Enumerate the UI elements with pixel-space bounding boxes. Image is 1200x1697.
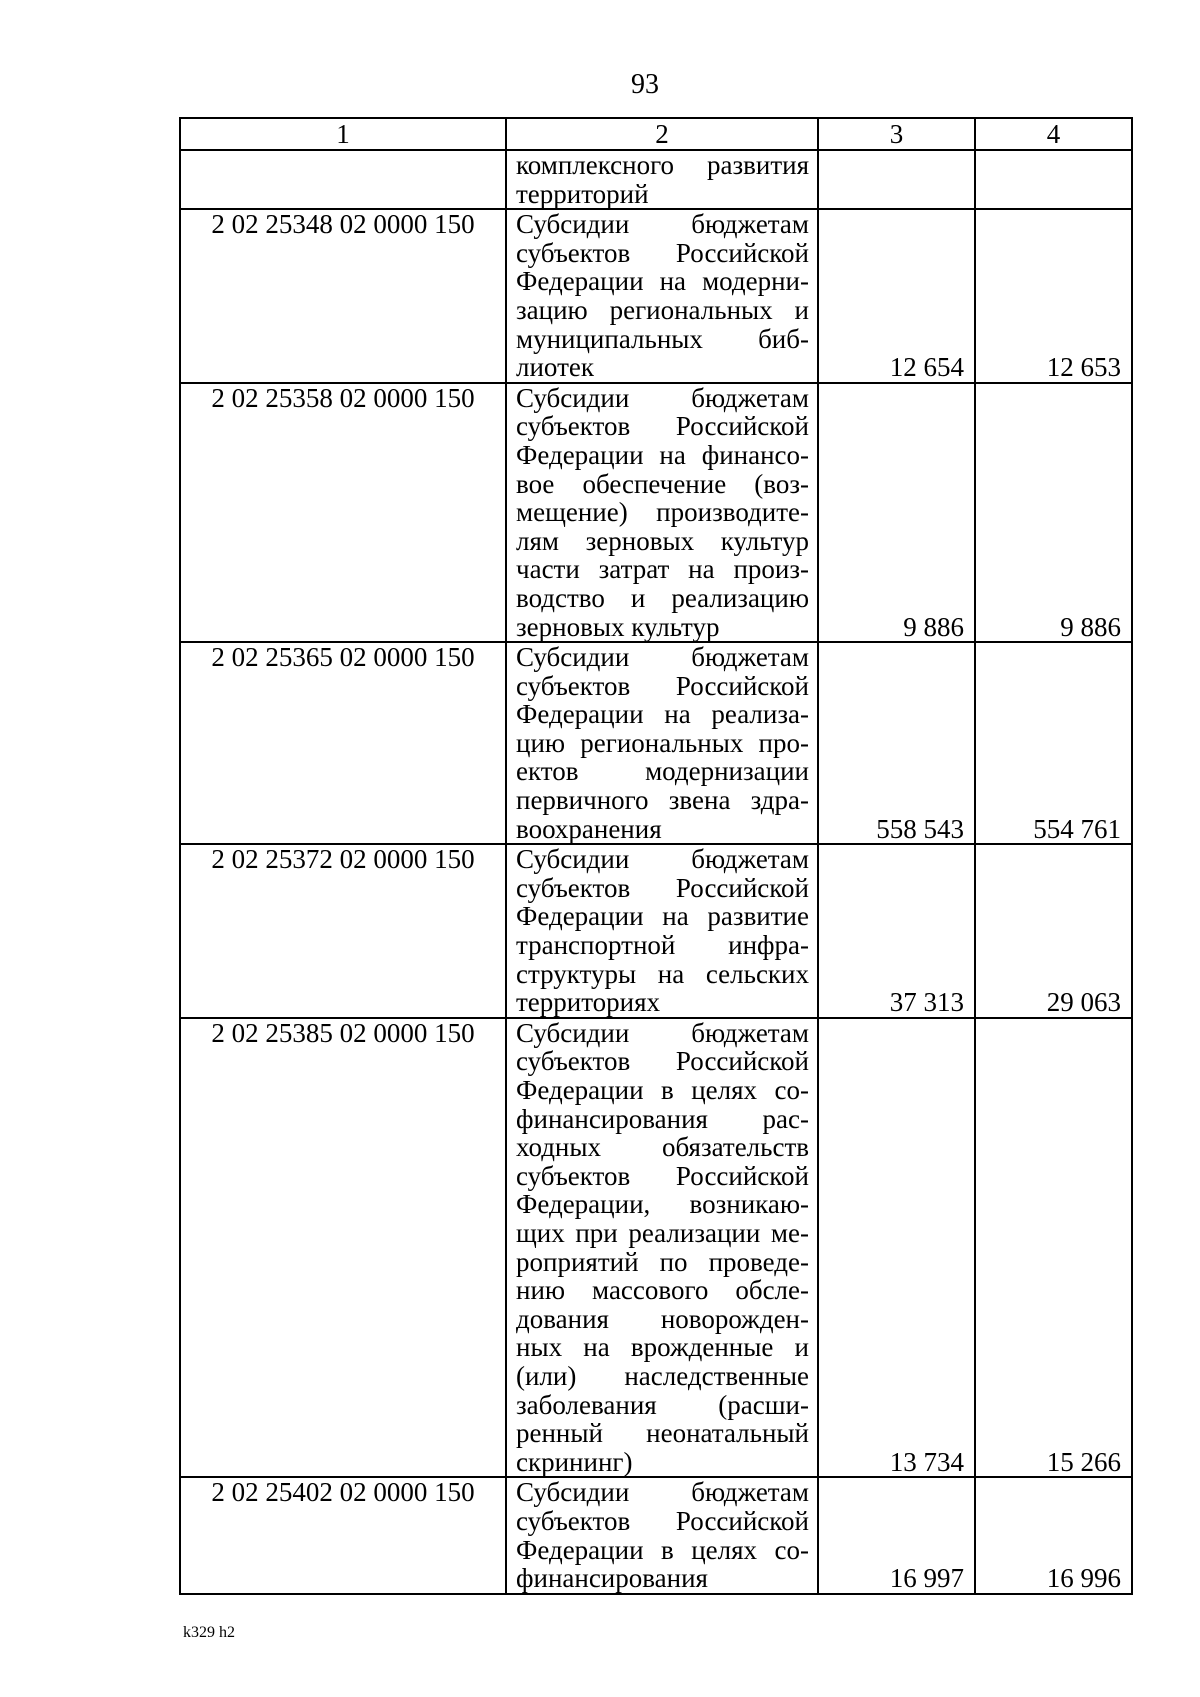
row-value-col3: 12 654 <box>818 209 975 383</box>
row-code: 2 02 25402 02 0000 150 <box>180 1477 506 1593</box>
table-row <box>180 1018 1132 1478</box>
header-col-1: 1 <box>180 118 506 150</box>
table-row <box>180 844 1132 1018</box>
row-code: 2 02 25358 02 0000 150 <box>180 383 506 642</box>
row-value-col3: 9 886 <box>818 383 975 642</box>
table-row <box>180 642 1132 844</box>
row-code: 2 02 25372 02 0000 150 <box>180 844 506 1018</box>
row-code <box>180 150 506 209</box>
row-description: Субсидии бюджетам субъектов Российской Федерации в целях со-финансирования рас-ходных обязательств субъектов Российской Федерации, возникаю-щих при реализации ме-роприятий по проведе-нию массового обсле-дования новорожден-ных на врожденные и (или) наследственные заболевания (расши-ренный неонатальный скрининг) <box>506 1018 818 1478</box>
table-row <box>180 1477 1132 1593</box>
budget-table <box>179 117 1133 1595</box>
row-code: 2 02 25365 02 0000 150 <box>180 642 506 844</box>
table-row <box>180 383 1132 642</box>
header-col-4: 4 <box>975 118 1132 150</box>
row-value-col4 <box>975 150 1132 209</box>
row-value-col3 <box>818 150 975 209</box>
header-col-2: 2 <box>506 118 818 150</box>
row-value-col4: 9 886 <box>975 383 1132 642</box>
row-value-col4: 15 266 <box>975 1018 1132 1478</box>
row-description: Субсидии бюджетам субъектов Российской Федерации на реализа-цию региональных про-ектов модернизации первичного звена здра-воохранения <box>506 642 818 844</box>
row-value-col4: 16 996 <box>975 1477 1132 1593</box>
row-description: Субсидии бюджетам субъектов Российской Федерации на развитие транспортной инфра-структуры на сельских территориях <box>506 844 818 1018</box>
page-number: 93 <box>631 69 659 100</box>
row-code: 2 02 25348 02 0000 150 <box>180 209 506 383</box>
row-value-col4: 12 653 <box>975 209 1132 383</box>
row-value-col3: 16 997 <box>818 1477 975 1593</box>
table-row <box>180 209 1132 383</box>
footer-document-code: k329 h2 <box>183 1624 235 1641</box>
row-value-col3: 37 313 <box>818 844 975 1018</box>
row-value-col3: 558 543 <box>818 642 975 844</box>
row-description: Субсидии бюджетам субъектов Российской Федерации на модерни-зацию региональных и муниципальных биб-лиотек <box>506 209 818 383</box>
table-row <box>180 150 1132 209</box>
header-col-3: 3 <box>818 118 975 150</box>
row-code: 2 02 25385 02 0000 150 <box>180 1018 506 1478</box>
row-value-col3: 13 734 <box>818 1018 975 1478</box>
row-value-col4: 29 063 <box>975 844 1132 1018</box>
row-description: Субсидии бюджетам субъектов Российской Федерации в целях со-финансирования <box>506 1477 818 1593</box>
table-header-row <box>180 118 1132 150</box>
row-value-col4: 554 761 <box>975 642 1132 844</box>
row-description: комплексного развития территорий <box>506 150 818 209</box>
row-description: Субсидии бюджетам субъектов Российской Федерации на финансо-вое обеспечение (воз-мещение) производите-лям зерновых культур части затрат на произ-водство и реализацию зерновых культур <box>506 383 818 642</box>
